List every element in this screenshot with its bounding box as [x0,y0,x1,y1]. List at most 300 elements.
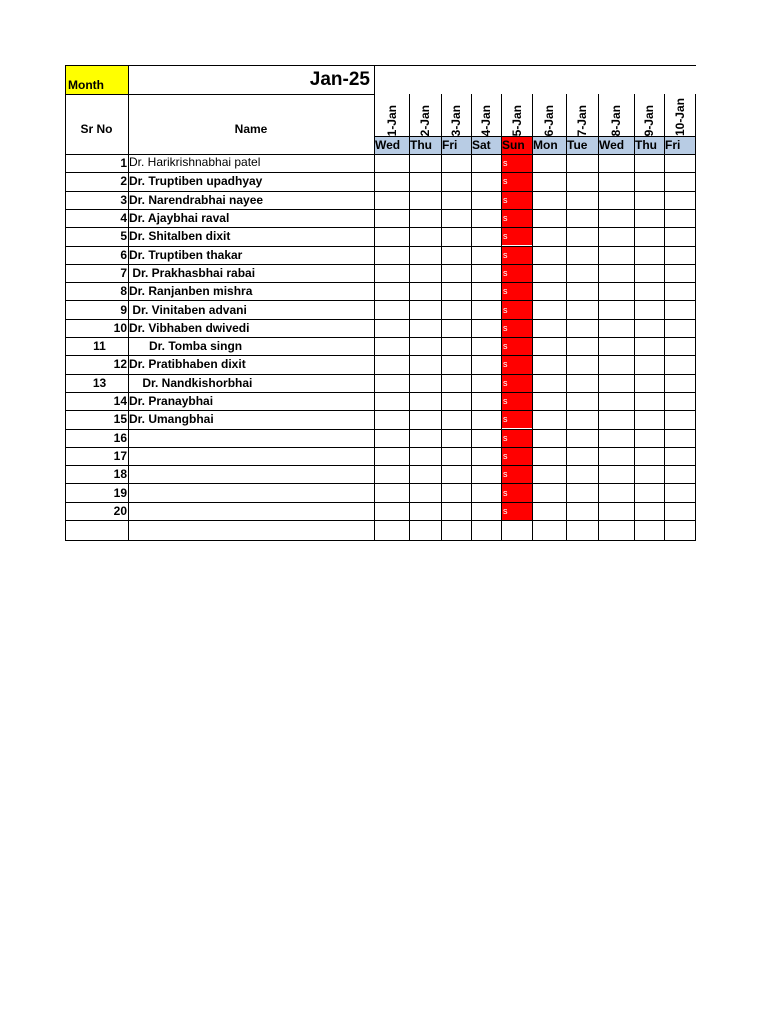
attendance-cell[interactable] [634,502,664,520]
name-cell[interactable]: Dr. Ajaybhai raval [129,211,230,226]
sunday-cell: s [501,246,532,264]
attendance-cell[interactable] [409,264,441,282]
attendance-cell[interactable] [664,300,695,318]
day-of-week-header: Wed [598,136,634,154]
attendance-cell[interactable] [664,154,695,172]
attendance-cell[interactable] [441,374,471,392]
attendance-cell[interactable] [566,392,598,410]
attendance-cell[interactable] [598,246,634,264]
day-of-week-header: Fri [664,136,695,154]
date-header-text: 1-Jan [384,104,399,136]
grid-line [441,94,442,541]
attendance-cell[interactable] [598,227,634,245]
name-cell[interactable]: Dr. Ranjanben mishra [129,284,253,299]
grid-line [65,465,696,466]
grid-line [65,300,696,301]
grid-line [634,94,635,541]
name-cell[interactable]: Dr. Truptiben upadhyay [129,174,263,189]
name-cell[interactable]: Dr. Pratibhaben dixit [129,357,246,372]
attendance-cell[interactable] [409,227,441,245]
name-cell[interactable] [128,483,374,501]
attendance-cell[interactable] [374,337,409,355]
day-of-week-header: Wed [374,136,409,154]
name-cell[interactable]: Dr. Nandkishorbhai [129,375,253,390]
attendance-cell[interactable] [409,246,441,264]
day-of-week-header: Thu [409,136,441,154]
name-cell[interactable]: Dr. Narendrabhai nayee [129,192,264,207]
attendance-cell[interactable] [634,319,664,337]
date-header-text: 2-Jan [418,104,432,136]
sunday-cell: s [501,264,532,282]
grid-line [65,172,696,173]
attendance-cell[interactable] [532,227,566,245]
attendance-cell[interactable] [409,337,441,355]
sr-no-cell: 7 [120,265,127,280]
attendance-cell[interactable] [664,319,695,337]
attendance-cell[interactable] [598,429,634,447]
grid-line [65,374,696,375]
grid-line [374,65,375,541]
attendance-cell[interactable] [441,209,471,227]
attendance-cell[interactable] [409,172,441,190]
sunday-cell: s [501,282,532,300]
attendance-cell[interactable] [566,483,598,501]
grid-line [65,447,696,448]
attendance-cell[interactable] [598,374,634,392]
attendance-cell[interactable] [634,154,664,172]
name-cell[interactable] [128,502,374,520]
attendance-cell[interactable] [532,154,566,172]
date-header-cell [374,94,409,136]
attendance-cell[interactable] [566,465,598,483]
sr-no-cell: 13 [92,375,107,390]
grid-line [566,94,567,541]
attendance-cell[interactable] [566,264,598,282]
grid-line [65,429,696,430]
sunday-cell: s [501,154,532,172]
attendance-cell[interactable] [374,483,409,501]
attendance-cell[interactable] [532,300,566,318]
attendance-cell[interactable] [634,172,664,190]
attendance-cell[interactable] [634,483,664,501]
attendance-cell[interactable] [374,465,409,483]
grid-line [65,246,696,247]
grid-line [128,65,129,541]
attendance-cell[interactable] [634,191,664,209]
attendance-cell[interactable] [532,465,566,483]
attendance-cell[interactable] [532,246,566,264]
attendance-cell[interactable] [409,483,441,501]
attendance-cell[interactable] [374,447,409,465]
attendance-cell[interactable] [566,337,598,355]
month-label: Month [65,65,128,94]
attendance-cell[interactable] [664,191,695,209]
name-cell[interactable]: Dr. Pranaybhai [129,394,214,409]
sr-no-cell: 11 [93,339,106,354]
attendance-cell[interactable] [471,465,501,483]
empty-row [65,520,695,540]
attendance-cell[interactable] [471,429,501,447]
date-header-text: 7-Jan [575,104,589,136]
attendance-cell[interactable] [374,374,409,392]
sr-no-cell: 4 [120,211,127,226]
day-of-week-header: Sat [471,136,501,154]
attendance-cell[interactable] [409,502,441,520]
attendance-cell[interactable] [441,191,471,209]
attendance-cell[interactable] [532,264,566,282]
attendance-cell[interactable] [664,410,695,428]
grid-line [65,65,66,541]
attendance-cell[interactable] [664,447,695,465]
attendance-cell[interactable] [664,502,695,520]
attendance-cell[interactable] [532,282,566,300]
attendance-cell[interactable] [598,465,634,483]
attendance-cell[interactable] [471,374,501,392]
sheet-title: Jan-25 [309,68,370,90]
attendance-cell[interactable] [598,172,634,190]
attendance-cell[interactable] [664,264,695,282]
attendance-cell[interactable] [409,282,441,300]
name-cell[interactable]: Dr. Vinitaben advani [129,302,247,317]
sr-no-cell: 10 [113,320,127,335]
date-header-cell [441,94,471,136]
attendance-cell[interactable] [441,282,471,300]
attendance-cell[interactable] [566,209,598,227]
attendance-cell[interactable] [634,392,664,410]
attendance-cell[interactable] [374,282,409,300]
attendance-cell[interactable] [598,300,634,318]
grid-line [532,94,533,541]
name-cell[interactable]: Dr. Harikrishnabhai patel [129,155,261,169]
attendance-cell[interactable] [409,410,441,428]
sr-no-cell: 12 [113,357,127,372]
date-header-cell [409,94,441,136]
grid-line [695,94,696,541]
attendance-cell[interactable] [566,191,598,209]
attendance-cell[interactable] [532,191,566,209]
attendance-cell[interactable] [409,465,441,483]
attendance-cell[interactable] [441,355,471,373]
name-cell[interactable]: Dr. Shitalben dixit [129,229,231,244]
attendance-cell[interactable] [664,282,695,300]
attendance-cell[interactable] [664,355,695,373]
sunday-cell: s [501,319,532,337]
attendance-cell[interactable] [441,264,471,282]
attendance-cell[interactable] [634,227,664,245]
attendance-cell[interactable] [532,172,566,190]
attendance-cell[interactable] [634,337,664,355]
sr-no-cell: 6 [120,247,127,262]
name-cell[interactable]: Dr. Truptiben thakar [129,247,243,262]
attendance-cell[interactable] [566,429,598,447]
attendance-cell[interactable] [471,483,501,501]
attendance-cell[interactable] [471,154,501,172]
attendance-cell[interactable] [441,246,471,264]
attendance-cell[interactable] [471,319,501,337]
attendance-cell[interactable] [634,374,664,392]
sunday-cell: s [501,502,532,520]
attendance-cell[interactable] [409,355,441,373]
attendance-cell[interactable] [566,447,598,465]
grid-line [65,94,375,95]
attendance-cell[interactable] [532,209,566,227]
grid-line [65,540,696,541]
attendance-cell[interactable] [374,355,409,373]
attendance-cell[interactable] [471,227,501,245]
sr-no-cell: 16 [113,430,127,445]
attendance-cell[interactable] [634,410,664,428]
attendance-cell[interactable] [441,447,471,465]
date-header-cell [664,94,695,136]
attendance-cell[interactable] [374,246,409,264]
grid-line [501,94,502,541]
grid-line [598,94,599,541]
attendance-cell[interactable] [374,191,409,209]
attendance-cell[interactable] [409,429,441,447]
attendance-cell[interactable] [634,246,664,264]
attendance-cell[interactable] [409,447,441,465]
day-of-week-header: Fri [441,136,471,154]
attendance-cell[interactable] [634,447,664,465]
attendance-cell[interactable] [374,410,409,428]
attendance-cell[interactable] [598,191,634,209]
grid-line [65,154,696,155]
sr-no-cell: 5 [120,229,127,244]
attendance-cell[interactable] [598,337,634,355]
attendance-cell[interactable] [598,502,634,520]
attendance-cell[interactable] [598,154,634,172]
sunday-cell: s [501,410,532,428]
attendance-cell[interactable] [374,227,409,245]
attendance-cell[interactable] [471,282,501,300]
attendance-cell[interactable] [471,246,501,264]
attendance-cell[interactable] [598,483,634,501]
attendance-cell[interactable] [441,465,471,483]
attendance-cell[interactable] [374,300,409,318]
attendance-cell[interactable] [566,246,598,264]
day-of-week-header: Mon [532,136,566,154]
attendance-cell[interactable] [471,337,501,355]
attendance-cell[interactable] [566,410,598,428]
attendance-cell[interactable] [566,319,598,337]
grid-line [65,319,696,320]
attendance-cell[interactable] [374,264,409,282]
sunday-cell: s [501,483,532,501]
attendance-cell[interactable] [664,429,695,447]
attendance-cell[interactable] [374,502,409,520]
attendance-cell[interactable] [532,429,566,447]
sunday-cell: s [501,374,532,392]
attendance-cell[interactable] [441,410,471,428]
attendance-cell[interactable] [441,319,471,337]
sr-no-cell: 20 [113,503,127,518]
date-header-cell [501,94,532,136]
attendance-cell[interactable] [566,355,598,373]
sunday-cell: s [501,172,532,190]
attendance-cell[interactable] [532,392,566,410]
attendance-cell[interactable] [441,429,471,447]
name-cell[interactable]: Dr. Vibhaben dwivedi [129,320,250,335]
attendance-cell[interactable] [634,300,664,318]
name-cell[interactable] [128,465,374,483]
grid-line [65,520,696,521]
grid-line [374,136,696,137]
attendance-cell[interactable] [598,355,634,373]
attendance-cell[interactable] [634,429,664,447]
sr-no-cell: 9 [120,302,127,317]
attendance-cell[interactable] [471,300,501,318]
attendance-cell[interactable] [532,319,566,337]
attendance-cell[interactable] [471,209,501,227]
attendance-cell[interactable] [664,392,695,410]
sr-no-cell: 17 [113,448,127,463]
attendance-cell[interactable] [409,300,441,318]
attendance-cell[interactable] [598,319,634,337]
attendance-cell[interactable] [441,172,471,190]
attendance-cell[interactable] [566,502,598,520]
attendance-cell[interactable] [441,154,471,172]
attendance-cell[interactable] [664,374,695,392]
attendance-cell[interactable] [441,227,471,245]
attendance-cell[interactable] [664,172,695,190]
sr-no-cell: 3 [120,192,127,207]
attendance-cell[interactable] [566,374,598,392]
sunday-cell: s [501,465,532,483]
attendance-cell[interactable] [664,209,695,227]
attendance-cell[interactable] [409,374,441,392]
attendance-cell[interactable] [532,337,566,355]
attendance-cell[interactable] [409,319,441,337]
attendance-cell[interactable] [598,447,634,465]
sr-no-header: Sr No [80,122,113,136]
attendance-cell[interactable] [409,392,441,410]
attendance-cell[interactable] [532,483,566,501]
attendance-cell[interactable] [598,410,634,428]
date-header-text: 6-Jan [542,104,556,136]
grid-line [65,502,696,503]
attendance-cell[interactable] [532,502,566,520]
attendance-cell[interactable] [634,355,664,373]
attendance-cell[interactable] [441,337,471,355]
grid-line [65,191,696,192]
attendance-cell[interactable] [441,300,471,318]
sunday-cell: s [501,209,532,227]
attendance-cell[interactable] [566,172,598,190]
attendance-cell[interactable] [471,264,501,282]
attendance-cell[interactable] [566,227,598,245]
attendance-cell[interactable] [664,227,695,245]
grid-line [65,282,696,283]
sunday-cell: s [501,227,532,245]
attendance-cell[interactable] [634,282,664,300]
attendance-cell[interactable] [441,392,471,410]
attendance-cell[interactable] [566,154,598,172]
attendance-cell[interactable] [532,410,566,428]
attendance-cell[interactable] [374,319,409,337]
attendance-cell[interactable] [471,392,501,410]
attendance-cell[interactable] [471,355,501,373]
attendance-cell[interactable] [374,392,409,410]
attendance-cell[interactable] [441,483,471,501]
date-header-text: 3-Jan [449,104,463,136]
sr-no-cell: 8 [120,284,127,299]
attendance-cell[interactable] [634,465,664,483]
attendance-cell[interactable] [374,209,409,227]
name-cell[interactable] [128,447,374,465]
attendance-cell[interactable] [566,282,598,300]
attendance-cell[interactable] [471,502,501,520]
grid-line [664,94,665,541]
date-header-text: 9-Jan [642,104,656,136]
sr-no-cell: 19 [113,485,127,500]
attendance-cell[interactable] [664,483,695,501]
attendance-cell[interactable] [598,392,634,410]
date-header-text: 8-Jan [609,104,623,136]
attendance-cell[interactable] [409,154,441,172]
attendance-cell[interactable] [441,502,471,520]
sunday-cell: s [501,429,532,447]
attendance-cell[interactable] [532,374,566,392]
sr-no-cell: 15 [113,412,127,427]
attendance-cell[interactable] [409,209,441,227]
day-of-week-header: Thu [634,136,664,154]
attendance-cell[interactable] [634,264,664,282]
name-cell[interactable]: Dr. Prakhasbhai rabai [129,265,256,280]
sunday-cell: s [501,337,532,355]
attendance-cell[interactable] [471,447,501,465]
name-cell[interactable]: Dr. Umangbhai [129,412,214,427]
sunday-cell: s [501,300,532,318]
date-header-cell [598,94,634,136]
day-of-week-header: Sun [501,136,532,154]
grid-line [409,94,410,541]
attendance-cell[interactable] [532,447,566,465]
grid-line [65,337,696,338]
attendance-cell[interactable] [664,337,695,355]
attendance-cell[interactable] [664,465,695,483]
attendance-cell[interactable] [598,264,634,282]
grid-line [65,483,696,484]
attendance-cell[interactable] [598,282,634,300]
attendance-cell[interactable] [664,246,695,264]
attendance-cell[interactable] [374,154,409,172]
attendance-cell[interactable] [409,191,441,209]
date-header-cell [634,94,664,136]
sr-no-cell: 14 [113,394,127,409]
date-header-cell [566,94,598,136]
attendance-cell[interactable] [598,209,634,227]
name-header: Name [234,122,268,136]
attendance-cell[interactable] [374,172,409,190]
attendance-cell[interactable] [471,172,501,190]
grid-line [65,227,696,228]
grid-line [65,65,696,66]
date-header-cell [532,94,566,136]
grid-line [471,94,472,541]
day-of-week-header: Tue [566,136,598,154]
sunday-cell: s [501,191,532,209]
name-cell[interactable] [128,429,374,447]
grid-line [65,209,696,210]
attendance-cell[interactable] [471,191,501,209]
attendance-cell[interactable] [566,300,598,318]
attendance-cell[interactable] [532,355,566,373]
attendance-cell[interactable] [634,209,664,227]
attendance-cell[interactable] [471,410,501,428]
name-cell[interactable]: Dr. Tomba singn [129,339,243,354]
attendance-cell[interactable] [374,429,409,447]
date-header-text: 10-Jan [672,97,687,136]
